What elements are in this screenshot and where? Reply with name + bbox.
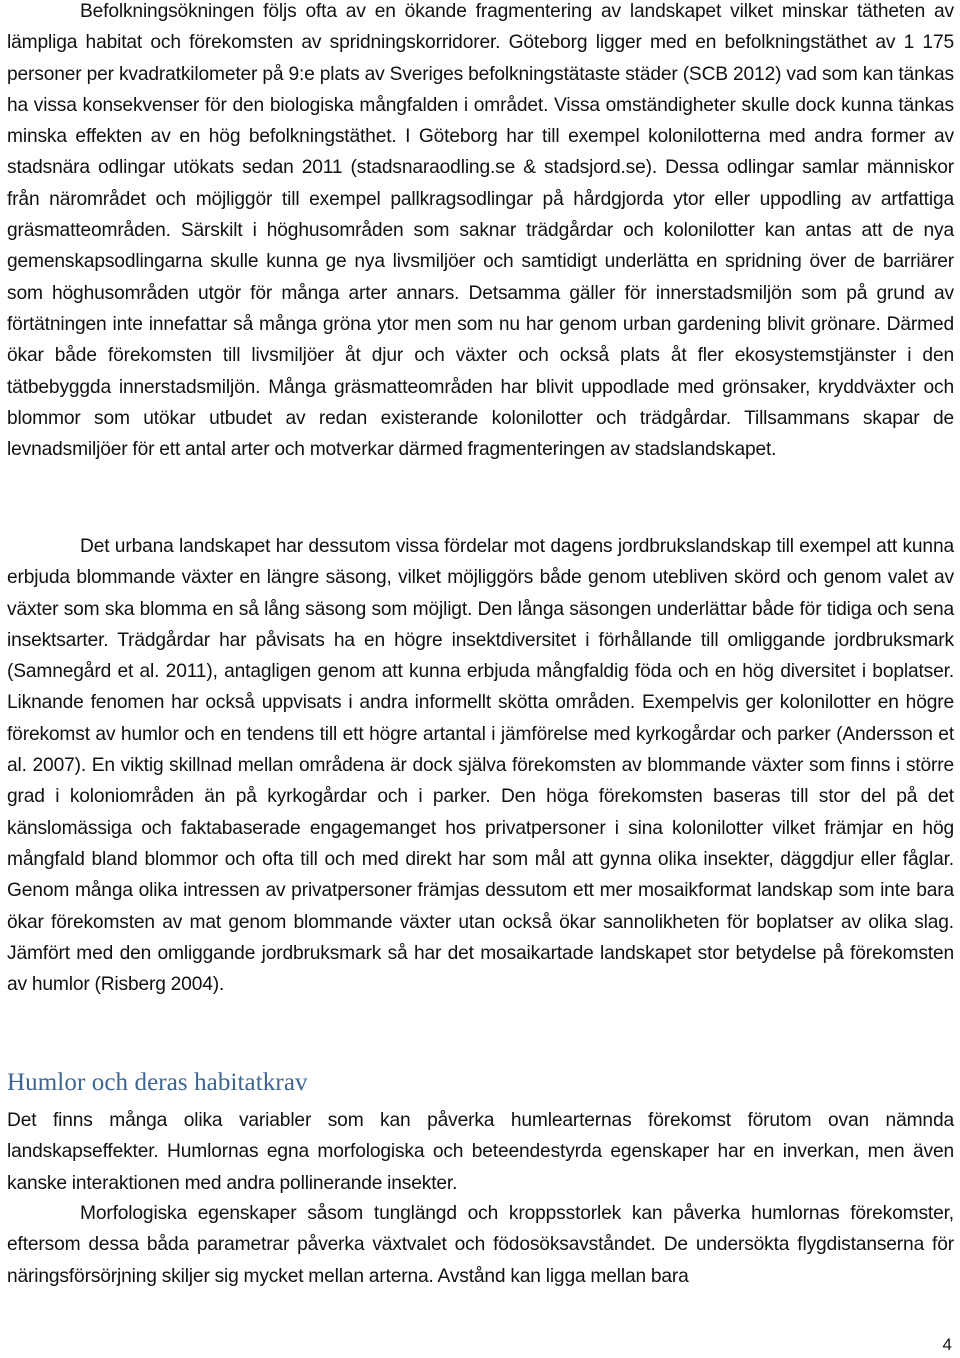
page-number: 4: [942, 1335, 952, 1354]
body-paragraph-1: Befolkningsökningen följs ofta av en ökande fragmentering av landskapet vilket minskar tätheten av lämpliga habitat och förekomsten av spridningskorridorer. Göteborg ligger med en befolkningstäthet av 1 175 personer per kvadratkilometer på 9:e plats av Sveriges befolkningstätaste städer (SCB 2012) vad som kan tänkas ha vissa konsekvenser för den biologiska mångfalden i området. Vissa omständigheter skulle dock kunna tänkas minska effekten av en hög befolkningstäthet. I Göteborg har till exempel kolonilotterna med andra former av stadsnära odlingar utökats sedan 2011 (stadsnaraodling.se & stadsjord.se). Dessa odlingar samlar människor från närområdet och möjliggör till exempel pallkragsodlingar på hårdgjorda ytor eller uppodling av artfattiga gräsmatteområden. Särskilt i höghusområden som saknar trädgårdar och kolonilotter kan antas att de nya gemenskapsodlingarna skulle kunna ge nya livsmiljöer och samtidigt underlätta en spridning över de barriärer som höghusområden utgör för många arter annars. Detsamma gäller för innerstadsmiljön som på grund av förtätningen inte innefattar så många gröna ytor men som nu har genom urban gardening blivit grönare. Därmed ökar både förekomsten till livsmiljöer åt djur och växter och också plats åt fler ekosystemstjänster i den tätbebyggda innerstadsmiljön. Många gräsmatteområden har blivit uppodlade med grönsaker, kryddväxter och blommor som utökar utbudet av redan existerande kolonilotter och trädgårdar. Tillsammans skapar de levnadsmiljöer för ett antal arter och motverkar därmed fragmenteringen av stadslandskapet.: [7, 1, 954, 461]
body-paragraph-3: Det finns många olika variabler som kan påverka humlearternas förekomst förutom ovan nämnda landskapseffekter. Humlornas egna morfologiska och beteendestyrda egenskaper har en inverkan, men även kanske interaktionen med andra pollinerande insekter.: [7, 1110, 954, 1194]
body-paragraph-4: Morfologiska egenskaper såsom tunglängd och kroppsstorlek kan påverka humlornas förekomster, eftersom dessa båda parametrar påverka växtvalet och födosöksavståndet. De undersökta flygdistanserna för näringsförsörjning skiljer sig mycket mellan arterna. Avstånd kan ligga mellan bara: [7, 1203, 954, 1287]
body-paragraph-2: Det urbana landskapet har dessutom vissa fördelar mot dagens jordbrukslandskap till exempel att kunna erbjuda blommande växter en längre säsong, vilket möjliggörs både genom utebliven skörd och genom valet av växter som ska blomma en så lång säsong som möjligt. Den långa säsongen underlättar både för tidiga och sena insektsarter. Trädgårdar har påvisats ha en högre insektdiversitet i förhållande till omliggande jordbruksmark (Samnegård et al. 2011), antagligen genom att kunna erbjuda mångfaldig föda och en hög diversitet i boplatser. Liknande fenomen har också uppvisats i andra informellt skötta områden. Exempelvis ger kolonilotter en högre förekomst av humlor och en tendens till ett högre artantal i jämförelse med kyrkogårdar och parker (Andersson et al. 2007). En viktig skillnad mellan områdena är dock själva förekomsten av blommande växter som finns i större grad i koloniområden än på kyrkogårdar och i parker. Den höga förekomsten baseras till stor del på det känslomässiga och faktabaserade engagemanget hos privatpersoner i sina kolonilotter vilket främjar en hög mångfald bland blommor och ofta till och med direkt har som mål att gynna olika insekter, däggdjur eller fåglar. Genom många olika intressen av privatpersoner främjas dessutom ett mer mosaikformat landskap som inte bara ökar förekomsten av mat genom blommande växter utan också ökar sannolikheten för boplatser av olika slag. Jämfört med den omliggande jordbruksmark så har det mosaikartade landskapet stor betydelse på förekomsten av humlor (Risberg 2004).: [7, 536, 954, 996]
section-heading: Humlor och deras habitatkrav: [7, 1069, 308, 1096]
